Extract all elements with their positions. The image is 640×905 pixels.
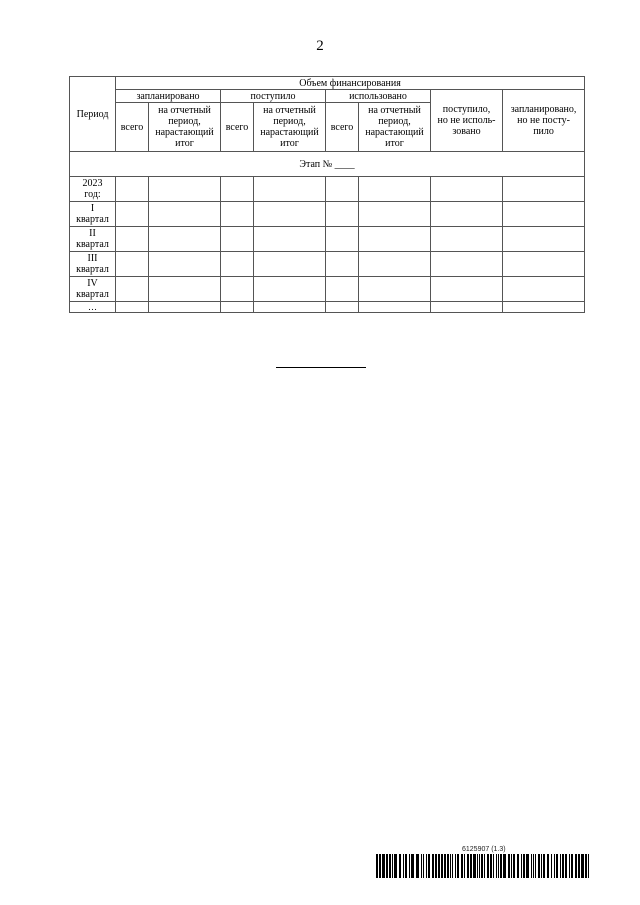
barcode-bar xyxy=(560,854,561,878)
stage-row: Этап № ____ xyxy=(70,152,585,177)
data-cell xyxy=(359,202,431,227)
barcode-bar xyxy=(565,854,567,878)
data-cell xyxy=(503,177,585,202)
received-total-header: всего xyxy=(221,103,254,152)
data-cell xyxy=(359,302,431,313)
barcode-bar xyxy=(421,854,422,878)
table-row xyxy=(70,202,585,227)
barcode-bar xyxy=(426,854,427,878)
barcode-bar xyxy=(394,854,397,878)
data-cell xyxy=(503,227,585,252)
barcode-bar xyxy=(450,854,451,878)
data-cell xyxy=(116,202,149,227)
barcode-bar xyxy=(477,854,478,878)
data-cell xyxy=(503,202,585,227)
data-cell xyxy=(359,177,431,202)
barcode-bar xyxy=(432,854,434,878)
barcode-bar xyxy=(547,854,549,878)
barcode-bar xyxy=(490,854,492,878)
planned-header: запланировано xyxy=(116,90,221,103)
data-cell xyxy=(503,277,585,302)
barcode-bar xyxy=(554,854,555,878)
barcode-bar xyxy=(461,854,463,878)
end-separator-line xyxy=(276,367,366,368)
data-cell xyxy=(254,177,326,202)
data-cell xyxy=(359,227,431,252)
barcode-bar xyxy=(500,854,502,878)
barcode-bar xyxy=(444,854,446,878)
barcode-bar xyxy=(386,854,388,878)
data-cell xyxy=(431,302,503,313)
barcode-bar xyxy=(438,854,440,878)
barcode-bar xyxy=(571,854,573,878)
data-cell xyxy=(359,252,431,277)
data-cell xyxy=(431,227,503,252)
received-header: поступило xyxy=(221,90,326,103)
period-cell: III квартал xyxy=(70,252,116,277)
data-cell xyxy=(359,277,431,302)
barcode-bar xyxy=(543,854,545,878)
data-cell xyxy=(326,202,359,227)
barcode-bar xyxy=(464,854,465,878)
barcode-bar xyxy=(447,854,449,878)
barcode-bar xyxy=(535,854,536,878)
barcode-bar xyxy=(481,854,483,878)
barcode-code: 6125907 (1.3) xyxy=(462,846,506,853)
data-cell xyxy=(254,202,326,227)
data-cell xyxy=(431,277,503,302)
barcode-bar xyxy=(503,854,506,878)
barcode-bar xyxy=(470,854,472,878)
data-cell xyxy=(503,252,585,277)
barcode-bar xyxy=(392,854,393,878)
data-cell xyxy=(221,277,254,302)
barcode-bar xyxy=(399,854,401,878)
barcode-bar xyxy=(467,854,469,878)
data-cell xyxy=(254,277,326,302)
period-cell: II квартал xyxy=(70,227,116,252)
period-cell: … xyxy=(70,302,116,313)
barcode-bar xyxy=(538,854,540,878)
data-cell xyxy=(116,227,149,252)
barcode-bar xyxy=(569,854,570,878)
data-cell xyxy=(116,302,149,313)
data-cell xyxy=(254,227,326,252)
data-cell xyxy=(221,202,254,227)
data-cell xyxy=(326,252,359,277)
received-not-used-header: поступило, но не исполь- зовано xyxy=(431,90,503,152)
barcode-bar xyxy=(526,854,529,878)
received-cumulative-header: на отчетный период, нарастающий итог xyxy=(254,103,326,152)
barcode-bar xyxy=(416,854,419,878)
barcode-bar xyxy=(473,854,476,878)
data-cell xyxy=(149,227,221,252)
data-cell xyxy=(431,252,503,277)
data-cell xyxy=(503,302,585,313)
barcode-bar xyxy=(435,854,437,878)
table-row xyxy=(70,227,585,252)
barcode-bar xyxy=(588,854,589,878)
barcode-bar xyxy=(581,854,584,878)
data-cell xyxy=(326,302,359,313)
period-cell: 2023 год: xyxy=(70,177,116,202)
barcode-bar xyxy=(562,854,564,878)
financing-table xyxy=(69,76,585,313)
barcode-bar xyxy=(531,854,532,878)
page-number: 2 xyxy=(316,38,324,54)
data-cell xyxy=(149,177,221,202)
barcode-bar xyxy=(389,854,391,878)
barcode-bar xyxy=(533,854,534,878)
barcode-bar xyxy=(523,854,525,878)
barcode-bar xyxy=(511,854,512,878)
data-cell xyxy=(116,252,149,277)
data-cell xyxy=(221,302,254,313)
data-cell xyxy=(431,177,503,202)
period-cell: IV квартал xyxy=(70,277,116,302)
data-cell xyxy=(326,177,359,202)
data-cell xyxy=(116,177,149,202)
data-cell xyxy=(254,252,326,277)
planned-total-header: всего xyxy=(116,103,149,152)
data-cell xyxy=(326,227,359,252)
data-cell xyxy=(221,177,254,202)
period-header: Период xyxy=(70,77,116,152)
barcode-bar xyxy=(457,854,459,878)
data-cell xyxy=(221,227,254,252)
barcode-bar xyxy=(411,854,414,878)
table-row xyxy=(70,177,585,202)
barcode-bar xyxy=(441,854,443,878)
data-cell xyxy=(254,302,326,313)
data-cell xyxy=(116,277,149,302)
data-cell xyxy=(149,202,221,227)
data-cell xyxy=(326,277,359,302)
table-row xyxy=(70,252,585,277)
barcode-bar xyxy=(513,854,515,878)
barcode-bar xyxy=(452,854,453,878)
planned-not-received-header: запланировано, но не посту- пило xyxy=(503,90,585,152)
barcode-bar xyxy=(575,854,577,878)
barcode-bar xyxy=(493,854,494,878)
barcode-bar xyxy=(423,854,424,878)
period-cell: I квартал xyxy=(70,202,116,227)
barcode-bar xyxy=(551,854,552,878)
barcode-bar xyxy=(585,854,587,878)
barcode-bar xyxy=(498,854,499,878)
barcode-bar xyxy=(487,854,489,878)
data-cell xyxy=(149,277,221,302)
barcode-bar xyxy=(578,854,580,878)
used-total-header: всего xyxy=(326,103,359,152)
table-row xyxy=(70,277,585,302)
data-cell xyxy=(221,252,254,277)
barcode-bar xyxy=(403,854,404,878)
barcode xyxy=(376,846,591,878)
barcode-bar xyxy=(496,854,497,878)
data-cell xyxy=(149,302,221,313)
data-cell xyxy=(431,202,503,227)
barcode-bar xyxy=(541,854,542,878)
planned-cumulative-header: на отчетный период, нарастающий итог xyxy=(149,103,221,152)
table-row xyxy=(70,302,585,313)
used-cumulative-header: на отчетный период, нарастающий итог xyxy=(359,103,431,152)
barcode-bar xyxy=(382,854,385,878)
barcode-bars xyxy=(376,854,591,878)
barcode-bar xyxy=(376,854,378,878)
barcode-bar xyxy=(428,854,430,878)
barcode-bar xyxy=(556,854,558,878)
barcode-bar xyxy=(405,854,407,878)
barcode-bar xyxy=(508,854,510,878)
data-cell xyxy=(149,252,221,277)
barcode-bar xyxy=(455,854,456,878)
barcode-bar xyxy=(379,854,381,878)
barcode-bar xyxy=(479,854,480,878)
barcode-bar xyxy=(484,854,485,878)
used-header: использовано xyxy=(326,90,431,103)
volume-header: Объем финансирования xyxy=(116,77,585,90)
barcode-bar xyxy=(409,854,410,878)
barcode-bar xyxy=(521,854,522,878)
barcode-bar xyxy=(517,854,519,878)
